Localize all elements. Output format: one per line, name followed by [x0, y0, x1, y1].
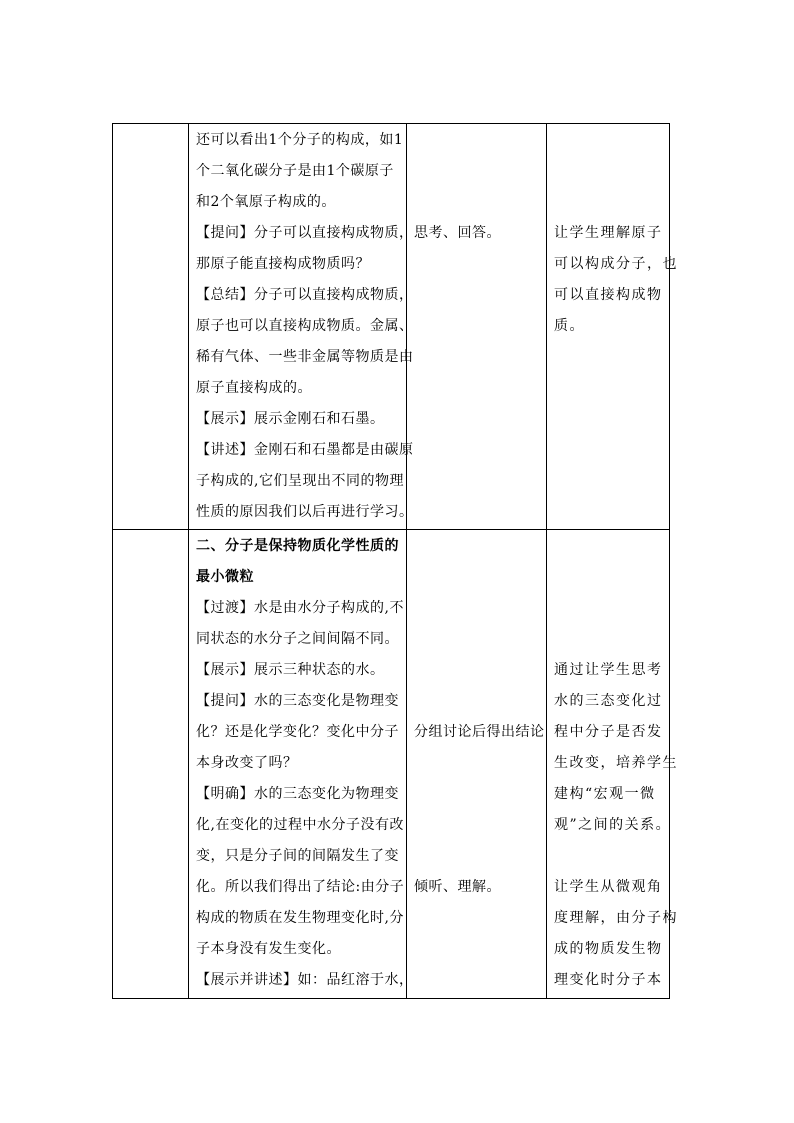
- content-line: 【明确】水的三态变化为物理变: [196, 786, 399, 802]
- lesson-plan-table: [112, 123, 678, 999]
- content-line: 原子也可以直接构成物质。金属、: [196, 318, 414, 334]
- design-intent-line: 通过让学生思考: [554, 662, 663, 678]
- student-activity-text: 倾听、理解。: [414, 879, 501, 895]
- content-line: 【提问】水的三态变化是物理变: [196, 693, 399, 709]
- design-intent-cell: [547, 530, 678, 999]
- content-line: 变，只是分子间的间隔发生了变: [196, 848, 399, 864]
- content-line: 那原子能直接构成物质吗？: [196, 256, 370, 272]
- content-line: 【总结】分子可以直接构成物质，: [196, 287, 414, 303]
- section-heading: 最小微粒: [196, 569, 254, 585]
- content-line: 化？还是化学变化？变化中分子: [196, 724, 399, 740]
- design-intent-line: 度理解，由分子构: [554, 910, 678, 926]
- design-intent-line: 理变化时分子本: [554, 972, 663, 988]
- student-activity-cell: [407, 530, 547, 999]
- student-activity-text: 思考、回答。: [414, 225, 501, 241]
- content-line: 化,在变化的过程中水分子没有改: [196, 817, 404, 833]
- content-line: 构成的物质在发生物理变化时,分: [196, 910, 404, 926]
- design-intent-line: 水的三态变化过: [554, 693, 663, 709]
- teacher-activity-cell: [189, 530, 414, 999]
- design-intent-line: 程中分子是否发: [554, 724, 663, 740]
- content-line: 【展示并讲述】如：品红溶于水，: [196, 972, 414, 988]
- content-line: 【讲述】金刚石和石墨都是由碳原: [196, 442, 414, 458]
- design-intent-line: 观”之间的关系。: [554, 817, 672, 833]
- content-line: 个二氧化碳分子是由1个碳原子: [196, 163, 394, 179]
- design-intent-line: 生改变，培养学生: [554, 755, 678, 771]
- content-line: 【过渡】水是由水分子构成的,不: [196, 600, 404, 616]
- stage-cell: [113, 124, 189, 530]
- content-line: 【展示】展示三种状态的水。: [196, 662, 385, 678]
- section-heading: 二、分子是保持物质化学性质的: [196, 538, 399, 554]
- design-intent-line: 让学生从微观角: [554, 879, 663, 895]
- content-line: 还可以看出1个分子的构成，如1: [196, 132, 404, 148]
- design-intent-line: 可以构成分子，也: [554, 256, 678, 272]
- design-intent-line: 质。: [554, 318, 585, 334]
- content-line: 稀有气体、一些非金属等物质是由: [196, 349, 414, 365]
- content-line: 和2个氧原子构成的。: [196, 194, 336, 210]
- content-line: 本身改变了吗？: [196, 755, 298, 771]
- content-line: 性质的原因我们以后再进行学习。: [196, 504, 414, 520]
- design-intent-line: 可以直接构成物: [554, 287, 663, 303]
- content-line: 原子直接构成的。: [196, 380, 312, 396]
- content-line: 【提问】分子可以直接构成物质，: [196, 225, 414, 241]
- design-intent-line: 建构“宏观一微: [554, 786, 656, 802]
- content-line: 子本身没有发生变化。: [196, 941, 341, 957]
- table-row: [113, 530, 670, 999]
- design-intent-line: 让学生理解原子: [554, 225, 663, 241]
- content-line: 【展示】展示金刚石和石墨。: [196, 411, 385, 427]
- stage-cell: [113, 530, 189, 999]
- teacher-activity-cell: [189, 124, 414, 530]
- content-line: 子构成的,它们呈现出不同的物理: [196, 473, 404, 489]
- content-line: 化。所以我们得出了结论:由分子: [196, 879, 405, 895]
- design-intent-cell: [547, 124, 678, 530]
- student-activity-cell: [407, 124, 547, 530]
- content-line: 同状态的水分子之间间隔不同。: [196, 631, 399, 647]
- student-activity-text: 分组讨论后得出结论: [414, 724, 545, 740]
- table-row: [113, 124, 670, 530]
- design-intent-line: 成的物质发生物: [554, 941, 663, 957]
